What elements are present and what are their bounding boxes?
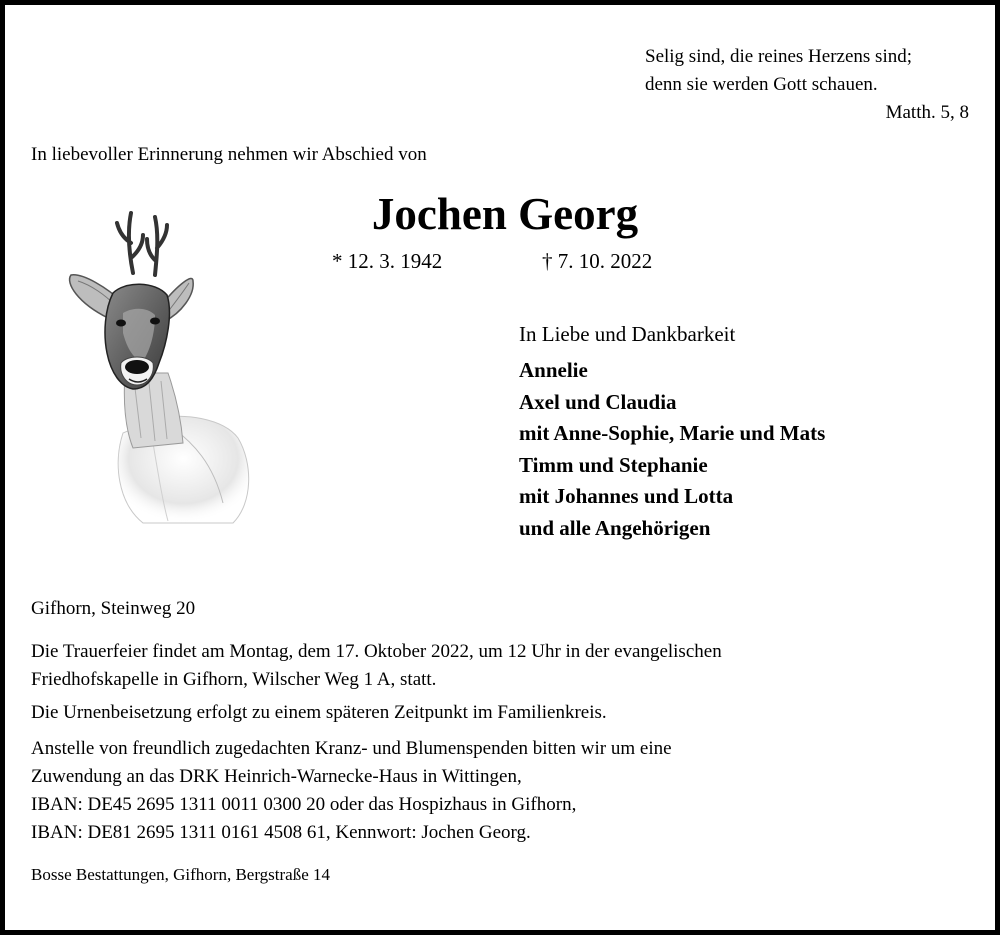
donation-line-3: IBAN: DE45 2695 1311 0011 0300 20 oder das Hospizhaus in Gifhorn, [31, 794, 577, 815]
mourner-name: Axel und Claudia [519, 389, 677, 414]
funeral-service-info [31, 638, 971, 694]
donation-info [31, 735, 971, 847]
mourners-heading: In Liebe und Dankbarkeit [519, 322, 736, 346]
mourner-name: mit Johannes und Lotta [519, 484, 734, 508]
donation-line-2: Zuwendung an das DRK Heinrich-Warnecke-Haus in Wittingen, [31, 766, 522, 787]
home-address: Gifhorn, Steinweg 20 [31, 598, 196, 619]
intro-text: In liebevoller Erinnerung nehmen wir Abschied von [31, 144, 427, 165]
mourner-name: Timm und Stephanie [519, 452, 708, 477]
donation-line-4: IBAN: DE81 2695 1311 0161 4508 61, Kennwort: Jochen Georg. [31, 822, 531, 843]
burial-info: Die Urnenbeisetzung erfolgt zu einem späteren Zeitpunkt im Familienkreis. [31, 702, 607, 723]
undertaker-info: Bosse Bestattungen, Gifhorn, Bergstraße 14 [31, 865, 331, 884]
birth-date: * 12. 3. 1942 [332, 249, 443, 273]
deceased-name: Jochen Georg [371, 189, 639, 239]
service-line-1: Die Trauerfeier findet am Montag, dem 17. Oktober 2022, um 12 Uhr in der evangelischen [31, 641, 722, 662]
verse-line-1: Selig sind, die reines Herzens sind; [645, 46, 913, 67]
verse-reference: Matth. 5, 8 [885, 102, 969, 123]
mourner-name: mit Anne-Sophie, Marie und Mats [519, 421, 826, 445]
service-line-2: Friedhofskapelle in Gifhorn, Wilscher Weg 1 A, statt. [31, 669, 437, 690]
mourner-name: und alle Angehörigen [519, 515, 711, 540]
donation-line-1: Anstelle von freundlich zugedachten Kranz- und Blumenspenden bitten wir um eine [31, 738, 672, 759]
death-date: † 7. 10. 2022 [542, 249, 653, 273]
bible-verse [645, 43, 912, 99]
verse-line-2: denn sie werden Gott schauen. [645, 74, 878, 95]
mourner-name: Annelie [519, 358, 588, 382]
mourners-list [519, 355, 825, 544]
roe-deer-drawing-icon [63, 203, 263, 533]
